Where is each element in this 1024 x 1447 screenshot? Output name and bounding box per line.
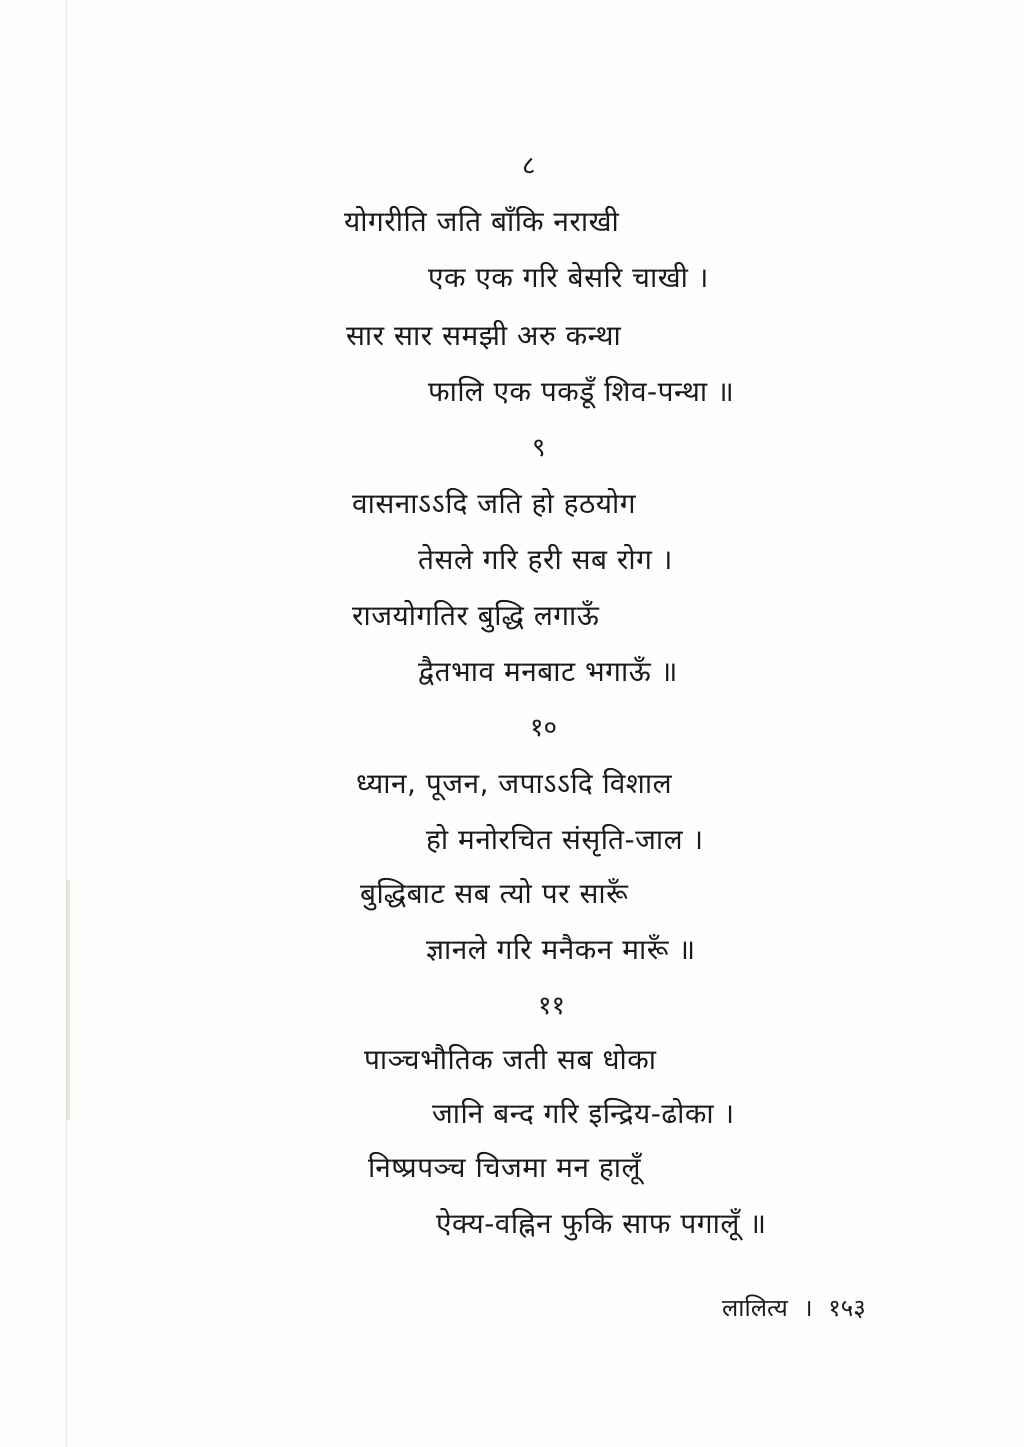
page-number: १५३	[828, 1294, 866, 1322]
verse-line: सार सार समझी अरु कन्था	[346, 319, 622, 352]
verse-line: ऐक्य-वह्निन फुकि साफ पगालूँ ॥	[436, 1207, 767, 1240]
stanza-number: ११	[538, 991, 566, 1021]
page-binding-shadow	[66, 880, 70, 1120]
verse-line: जानि बन्द गरि इन्द्रिय-ढोका ।	[432, 1097, 735, 1130]
footer-separator: ।	[803, 1294, 813, 1322]
verse-line: योगरीति जति बाँकि नराखी	[344, 205, 620, 238]
page-margin-line	[66, 0, 67, 1447]
verse-line: फालि एक पकडूँ शिव-पन्था ॥	[428, 375, 735, 408]
stanza-number: ९	[532, 433, 546, 463]
verse-line: ज्ञानले गरि मनैकन मारूँ ॥	[426, 933, 696, 966]
verse-line: तेसले गरि हरी सब रोग ।	[418, 543, 673, 576]
stanza-number: ८	[522, 151, 536, 181]
verse-line: वासनाऽऽदि जति हो हठयोग	[352, 487, 637, 520]
page-footer	[722, 1292, 866, 1324]
verse-line: एक एक गरि बेसरि चाखी ।	[428, 261, 709, 294]
verse-line: राजयोगतिर बुद्धि लगाऊँ	[352, 599, 600, 632]
verse-line: निष्प्रपञ्च चिजमा मन हालूँ	[368, 1151, 641, 1184]
verse-line: हो मनोरचित संसृति-जाल ।	[426, 823, 704, 856]
verse-line: बुद्धिबाट सब त्यो पर सारूँ	[360, 877, 629, 910]
verse-line: पाञ्चभौतिक जती सब धोका	[364, 1043, 657, 1076]
stanza-number: १०	[530, 713, 558, 743]
book-title: लालित्य	[722, 1294, 788, 1322]
verse-line: द्वैतभाव मनबाट भगाऊँ ॥	[418, 655, 678, 688]
verse-line: ध्यान, पूजन, जपाऽऽदि विशाल	[356, 767, 673, 800]
